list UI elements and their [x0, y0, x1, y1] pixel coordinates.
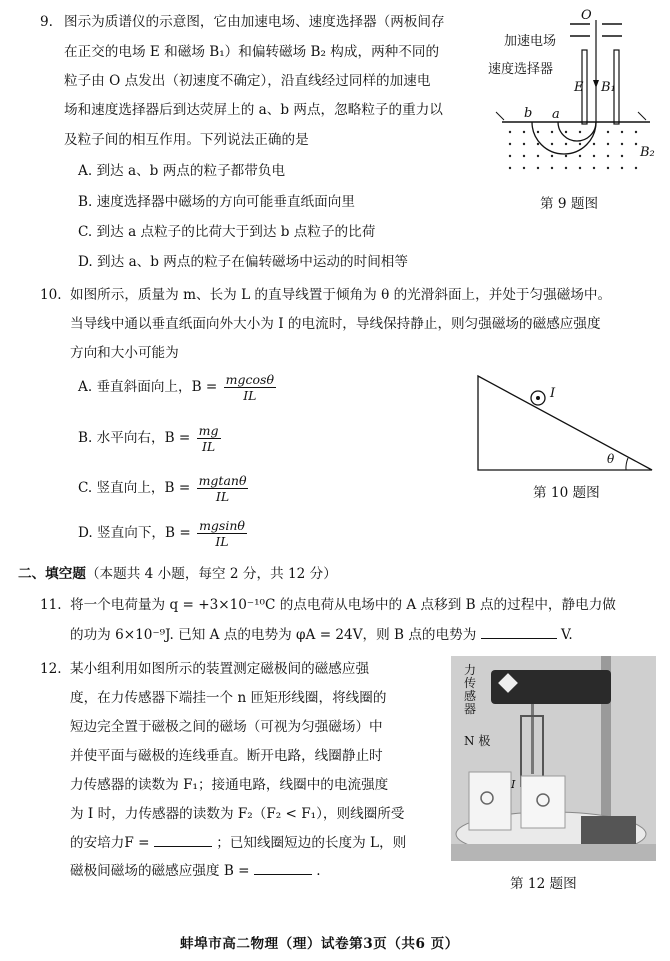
magnet-s [521, 776, 565, 828]
q9-line: 及粒子间的相互作用。下列说法正确的是 [64, 132, 309, 148]
q9-option-c: C. 到达 a 点粒子的比荷大于到达 b 点粒子的比荷 [78, 224, 376, 240]
q12-photo [451, 656, 656, 861]
q9-option-b: B. 速度选择器中磁场的方向可能垂直纸面向里 [78, 194, 355, 210]
label-I: I [550, 386, 556, 401]
fraction: $\frac{mgtan\theta}{IL}$ [198, 473, 247, 504]
table-base [451, 844, 656, 861]
q10-line: 如图所示，质量为 m、长为 L 的直导线置于倾角为 θ 的光滑斜面上，并处于匀强磁场中。 [70, 287, 612, 303]
label-a: a [552, 107, 560, 122]
label-E: E [574, 80, 584, 95]
q11-answer-blank[interactable] [481, 638, 557, 639]
q12-force-blank[interactable] [154, 846, 212, 847]
fraction: $\frac{mg}{IL}$ [198, 423, 219, 454]
q9-number: 9. [40, 14, 53, 30]
stand-base [581, 816, 636, 846]
q9-line: 场和速度选择器后到达荧屏上的 a、b 两点，忽略粒子的重力以 [64, 102, 443, 118]
arc-a [558, 122, 596, 141]
screen-hatch [496, 112, 504, 120]
q10-number: 10. [40, 287, 62, 303]
q11-line-2: 的功为 6×10⁻⁹J. 已知 A 点的电势为 φA = 24V，则 B 点的电势为 V. [70, 627, 573, 643]
q10-caption: 第 10 题图 [533, 485, 600, 501]
label-n-pole: N 极 [464, 734, 491, 748]
b2-field-dots [509, 131, 637, 169]
q9-caption: 第 9 题图 [540, 196, 599, 212]
q11-line-1: 将一个电荷量为 q = +3×10⁻¹⁰C 的点电荷从电场中的 A 点移到 B 点的过程中，静电力做 [70, 597, 616, 613]
q9-line: 粒子由 O 点发出（初速度不确定），沿直线经过同样的加速电 [64, 73, 431, 89]
q12-field-blank[interactable] [254, 874, 312, 875]
q10-option-d: D. 竖直向下，B = $\frac{mgsin\theta}{IL}$ [78, 518, 245, 549]
q12-line: 力传感器的读数为 F₁；接通电路，线圈中的电流强度 [70, 777, 389, 793]
coil-hanger [531, 704, 534, 774]
q10-figure [470, 370, 660, 474]
screen-hatch [638, 112, 646, 120]
q12-line: 度，在力传感器下端挂一个 n 匝矩形线圈，将线圈的 [70, 690, 387, 706]
label-B2: B₂ [640, 145, 655, 160]
label-velocity-selector: 速度选择器 [488, 62, 554, 77]
q12-line: 为 I 时，力传感器的读数为 F₂（F₂ < F₁），则线圈所受 [70, 806, 405, 822]
path-arrow [593, 80, 599, 88]
q12-line: 并使平面与磁极的连线垂直。断开电路，线圈静止时 [70, 748, 383, 764]
fraction: $\frac{mgcos\theta}{IL}$ [225, 372, 274, 403]
q12-caption: 第 12 题图 [510, 876, 577, 892]
q10-line: 方向和大小可能为 [70, 345, 179, 361]
q9-option-a: A. 到达 a、b 两点的粒子都带负电 [78, 163, 286, 179]
q12-line: 短边完全置于磁极之间的磁场（可视为匀强磁场）中 [70, 719, 383, 735]
q12-line: 某小组利用如图所示的装置测定磁极间的磁感应强 [70, 661, 370, 677]
q10-option-b: B. 水平向右，B = $\frac{mg}{IL}$ [78, 423, 219, 454]
page-footer: 蚌埠市高二物理（理）试卷第3页（共6 页） [180, 936, 459, 952]
label-theta: θ [607, 452, 615, 466]
label-current: I [511, 778, 516, 791]
q9-line: 在正交的电场 E 和磁场 B₁）和偏转磁场 B₂ 构成，两种不同的 [64, 44, 440, 60]
fraction: $\frac{mgsin\theta}{IL}$ [199, 518, 245, 549]
incline-triangle [478, 376, 652, 470]
q9-line: 图示为质谱仪的示意图，它由加速电场、速度选择器（两板间存 [64, 14, 445, 30]
section-2-heading: 二、填空题（本题共 4 小题，每空 2 分，共 12 分） [18, 566, 337, 582]
current-dot [536, 396, 540, 400]
angle-arc [626, 458, 628, 470]
q12-line-7: 的安培力F = ；已知线圈短边的长度为 L，则 [70, 835, 407, 851]
label-O: O [581, 8, 592, 23]
q10-line: 当导线中通以垂直纸面向外大小为 I 的电流时，导线保持静止，则匀强磁场的磁感应强度 [70, 316, 601, 332]
q10-option-a: A. 垂直斜面向上，B = $\frac{mgcos\theta}{IL}$ [78, 372, 274, 403]
label-force-sensor: 力传感器 [464, 663, 477, 716]
apparatus-illustration [451, 656, 656, 861]
q12-number: 12. [40, 661, 62, 677]
magnet-n [469, 772, 511, 830]
label-B1: B₁ [601, 80, 616, 95]
q12-line-8: 磁极间磁场的磁感应强度 B = . [70, 863, 321, 879]
q10-option-c: C. 竖直向上，B = $\frac{mgtan\theta}{IL}$ [78, 473, 247, 504]
label-b: b [524, 106, 533, 121]
q9-option-d: D. 到达 a、b 两点的粒子在偏转磁场中运动的时间相等 [78, 254, 408, 270]
q11-number: 11. [40, 597, 62, 613]
label-accel-field: 加速电场 [504, 34, 557, 49]
